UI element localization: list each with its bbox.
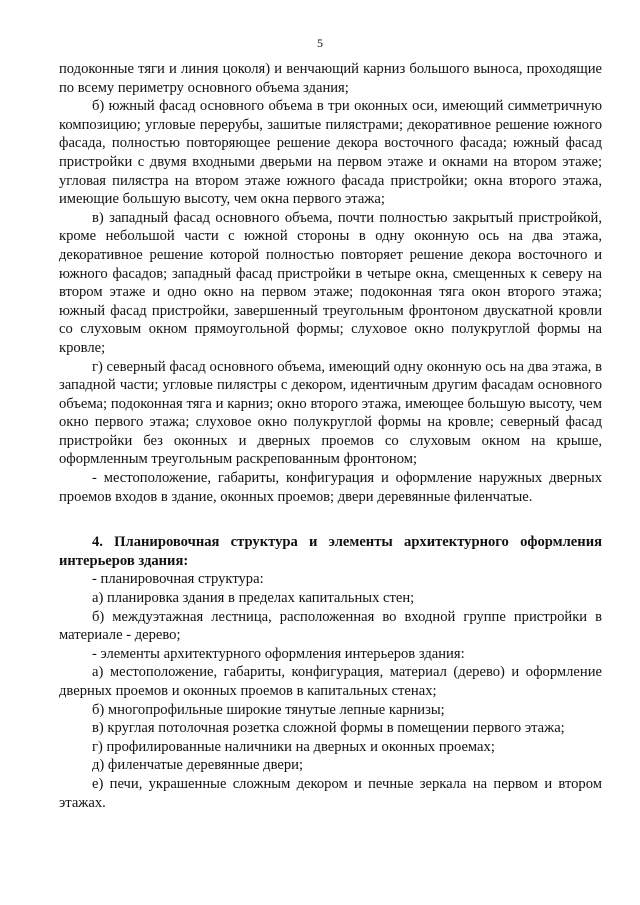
paragraph-west-facade: в) западный фасад основного объема, почти полностью закрытый пристройкой, кроме небольшой части с южной стороны в одну оконную ось на два этажа, декоративное решение которой полностью повторяет решение декора восточного и южного фасадов; западный фасад пристройки в четыре окна, смещенных к северу на втором этаже и одно окно на первом этаже; подоконная тяга окон второго этажа; южный фасад пристройки, завершенный треугольным фронтоном двускатной кровли со слуховым окном прямоугольной формы; слуховое окно полукруглой формы на кровле; (59, 209, 602, 356)
section-heading: 4. Планировочная структура и элементы архитектурного оформления интерьеров здания: (59, 534, 602, 569)
document-body (59, 60, 602, 812)
paragraph-south-facade: б) южный фасад основного объема в три оконных оси, имеющий симметричную композицию; угловые перерубы, зашитые пилястрами; декоративное решение южного фасада, полностью повторяющее решение декора восточного фасада; южный фасад пристройки с двумя входными дверьми на первом этаже и окнами на втором этаже; угловая пилястра на втором этаже южного фасада пристройки; окна второго этажа, имеющие большую высоту, чем окна первого этажа; (59, 98, 602, 208)
list-item: г) профилированные наличники на дверных и оконных проемах; (92, 738, 495, 755)
list-item: б) междуэтажная лестница, расположенная во входной группе пристройки в материале - дерево; (59, 608, 602, 644)
list-item: а) планировка здания в пределах капитальных стен; (92, 590, 415, 607)
paragraph-openings: - местоположение, габариты, конфигурация и оформление наружных дверных проемов входов в здание, оконных проемов; двери деревянные филенчатые. (59, 470, 602, 505)
paragraph-north-facade: г) северный фасад основного объема, имеющий одну оконную ось на два этажа, в западной части; угловые пилястры с декором, идентичным другим фасадам основного объема; подоконная тяга и карниз; окно второго этажа, имеющее большую высоту, чем окно первого этажа; слуховое окно полукруглой формы на кровле; северный фасад пристройки без оконных и дверных проемов со слуховым окном на крыше, оформленным треугольным раскрепованным фронтоном; (59, 358, 602, 468)
list-item: а) местоположение, габариты, конфигурация, материал (дерево) и оформление дверных проемов и оконных проемов в капитальных стенах; (59, 664, 602, 699)
list-item: д) филенчатые деревянные двери; (92, 757, 304, 774)
list-item: е) печи, украшенные сложным декором и печные зеркала на первом и втором этажах. (59, 775, 602, 811)
list-item: в) круглая потолочная розетка сложной формы в помещении первого этажа; (92, 720, 565, 737)
page-number: 5 (317, 36, 323, 50)
list-item: - элементы архитектурного оформления интерьеров здания: (92, 645, 465, 662)
list-item: б) многопрофильные широкие тянутые лепные карнизы; (92, 701, 445, 718)
paragraph-continuation: подоконные тяги и линия цоколя) и венчающий карниз большого выноса, проходящие по всему периметру основного объема здания; (59, 61, 602, 96)
list-item: - планировочная структура: (92, 571, 264, 588)
